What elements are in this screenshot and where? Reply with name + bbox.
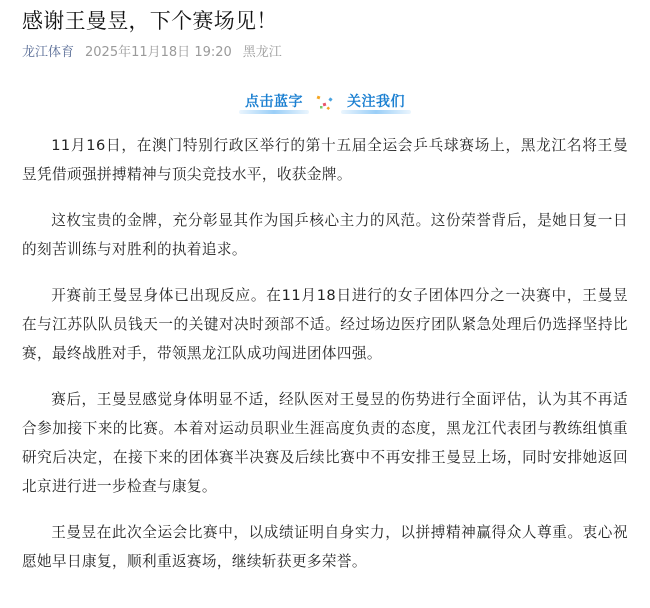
paragraph: 11月16日，在澳门特别行政区举行的第十五届全运会乒乓球赛场上，黑龙江名将王曼昱凭借顽强拼搏精神与顶尖竞技水平，收获金牌。 <box>22 137 628 183</box>
click-blue-text-link[interactable]: 点击蓝字 <box>243 91 305 114</box>
paragraph: 赛后，王曼昱感觉身体明显不适，经队医对王曼昱的伤势进行全面评估，认为其不再适合参加接下来的比赛。本着对运动员职业生涯高度负责的态度，黑龙江代表团与教练组慎重研究后决定，在接下来的团体赛半决赛及后续比赛中不再安排王曼昱上场，同时安排她返回北京进行进一步检查与康复。 <box>22 391 628 495</box>
follow-banner <box>22 88 628 116</box>
publish-location: 黑龙江 <box>242 45 282 60</box>
paragraph: 开赛前王曼昱身体已出现反应。在11月18日进行的女子团体四分之一决赛中，王曼昱在与江苏队队员钱天一的关键对决时颈部不适。经过场边医疗团队紧急处理后仍选择坚持比赛，最终战胜对手，带领黑龙江队成功闯进团体四强。 <box>22 287 628 362</box>
paragraph: 王曼昱在此次全运会比赛中，以成绩证明自身实力，以拼搏精神赢得众人尊重。衷心祝愿她早日康复，顺利重返赛场，继续斩获更多荣誉。 <box>22 524 628 570</box>
article-title: 感谢王曼昱，下个赛场见！ <box>22 9 278 33</box>
publish-datetime: 2025年11月18日 19:20 <box>85 45 232 60</box>
paragraph: 这枚宝贵的金牌，充分彰显其作为国乒核心主力的风范。这份荣誉背后，是她日复一日的刻苦训练与对胜利的执着追求。 <box>22 212 628 258</box>
article-meta <box>22 44 628 62</box>
article-body <box>22 131 628 576</box>
sparkle-icon <box>315 92 335 112</box>
follow-us-link[interactable]: 关注我们 <box>345 91 407 114</box>
source-account-link[interactable]: 龙江体育 <box>22 45 75 60</box>
